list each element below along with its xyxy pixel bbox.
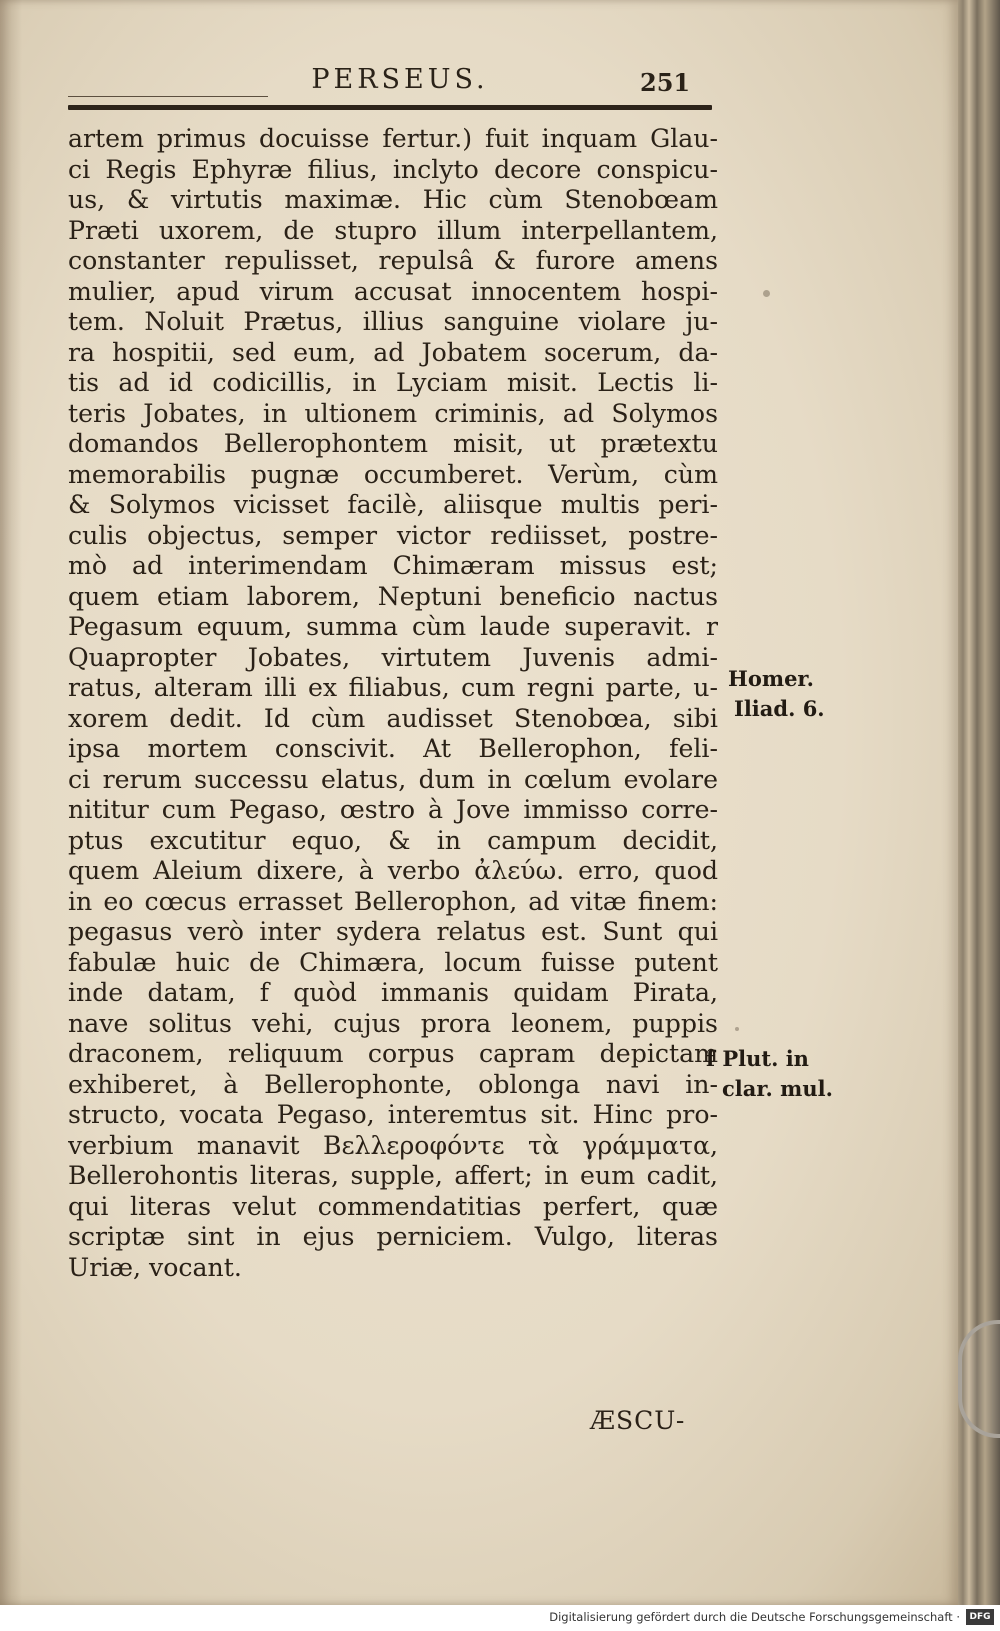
text-line: culis objectus, semper victor rediisset, postre- [68, 520, 718, 550]
text-line: artem primus docuisse fertur.) fuit inquam Glau- [68, 124, 718, 153]
text-line: domandos Bellerophontem misit, ut prætextu [68, 429, 718, 458]
text-line: tem. Noluit Prætus, illius sanguine violare ju- [68, 307, 718, 336]
text-line: fabulæ huic de Chimæra, locum fuisse putent [68, 947, 718, 977]
text-line: mò ad interimendam Chimæram missus est; [68, 551, 718, 580]
text-line: xorem dedit. Id cùm audisset Stenobœa, sibi [68, 703, 718, 733]
page-gutter [0, 0, 22, 1605]
text-line: nave solitus vehi, cujus prora leonem, puppis [68, 1008, 718, 1038]
text-line: pegasus verò inter sydera relatus est. Sunt qui [68, 917, 718, 946]
text-line: draconem, reliquum corpus capram depictam [68, 1039, 718, 1068]
ink-spot [735, 1027, 739, 1031]
text-line: Uriæ, vocant. [68, 1252, 242, 1282]
text-line: ptus excutitur equo, & in campum decidit, [68, 825, 718, 855]
footer-bar [0, 1605, 1000, 1631]
marginal-note-r-1: Homer. [728, 666, 814, 691]
text-line: ratus, alteram illi ex filiabus, cum regni parte, u- [68, 673, 718, 702]
text-line: Præti uxorem, de stupro illum interpellantem, [68, 215, 718, 245]
text-line: quem Aleium dixere, à verbo ἀλεύω. erro, quod [68, 856, 718, 885]
catchword: ÆSCU- [590, 1406, 686, 1435]
page-number: 251 [640, 68, 691, 97]
text-line: mulier, apud virum accusat innocentem hospi- [68, 276, 718, 306]
text-line: ra hospitii, sed eum, ad Jobatem socerum, da- [68, 337, 718, 367]
text-line: tis ad id codicillis, in Lyciam misit. Lectis li- [68, 368, 718, 397]
text-line: ci Regis Ephyræ filius, inclyto decore conspicu- [68, 154, 718, 184]
page-clip [958, 1320, 1000, 1438]
text-line: memorabilis pugnæ occumberet. Verùm, cùm [68, 459, 718, 489]
header-thin-rule [68, 96, 268, 97]
text-line: in eo cœcus errasset Bellerophon, ad vitæ finem: [68, 886, 718, 916]
dfg-logo-icon: DFG [966, 1609, 994, 1625]
text-line: teris Jobates, in ultionem criminis, ad Solymos [68, 398, 718, 428]
text-line: nititur cum Pegaso, œstro à Jove immisso corre- [68, 795, 718, 824]
text-line: structo, vocata Pegaso, interemtus sit. Hinc pro- [68, 1100, 718, 1129]
header-rule [68, 105, 712, 110]
text-line: ci rerum successu elatus, dum in cœlum evolare [68, 764, 718, 794]
text-line: constanter repulisset, repulsâ & furore amens [68, 246, 718, 275]
text-line: Quapropter Jobates, virtutem Juvenis admi- [68, 642, 718, 672]
text-line: ipsa mortem conscivit. At Bellerophon, feli- [68, 734, 718, 763]
marginal-note-r-2: Iliad. 6. [734, 696, 825, 721]
marginal-note-f-1: f Plut. in [706, 1046, 809, 1071]
text-line: & Solymos vicisset facilè, aliisque multis peri- [68, 490, 718, 519]
text-line: quem etiam laborem, Neptuni beneficio nactus [68, 581, 718, 611]
text-line: exhiberet, à Bellerophonte, oblonga navi in- [68, 1069, 718, 1099]
text-line: qui literas velut commendatitias perfert, quæ [68, 1191, 718, 1221]
marginal-note-f-2: clar. mul. [722, 1076, 833, 1101]
text-line: us, & virtutis maximæ. Hic cùm Stenobœam [68, 185, 718, 214]
body-text [68, 124, 718, 1283]
text-line: scriptæ sint in ejus perniciem. Vulgo, literas [68, 1222, 718, 1251]
footer-credit: Digitalisierung gefördert durch die Deutsche Forschungsgemeinschaft · [549, 1610, 960, 1624]
text-line: Pegasum equum, summa cùm laude superavit. r [68, 612, 718, 641]
running-title: PERSEUS. [311, 64, 489, 95]
text-line: Bellerohontis literas, supple, affert; in eum cadit, [68, 1161, 718, 1190]
ink-spot [763, 290, 770, 297]
text-line: inde datam, f quòd immanis quidam Pirata, [68, 978, 718, 1007]
text-line: verbium manavit Βελλεροφόντε τὰ γράμματα, [68, 1130, 718, 1160]
